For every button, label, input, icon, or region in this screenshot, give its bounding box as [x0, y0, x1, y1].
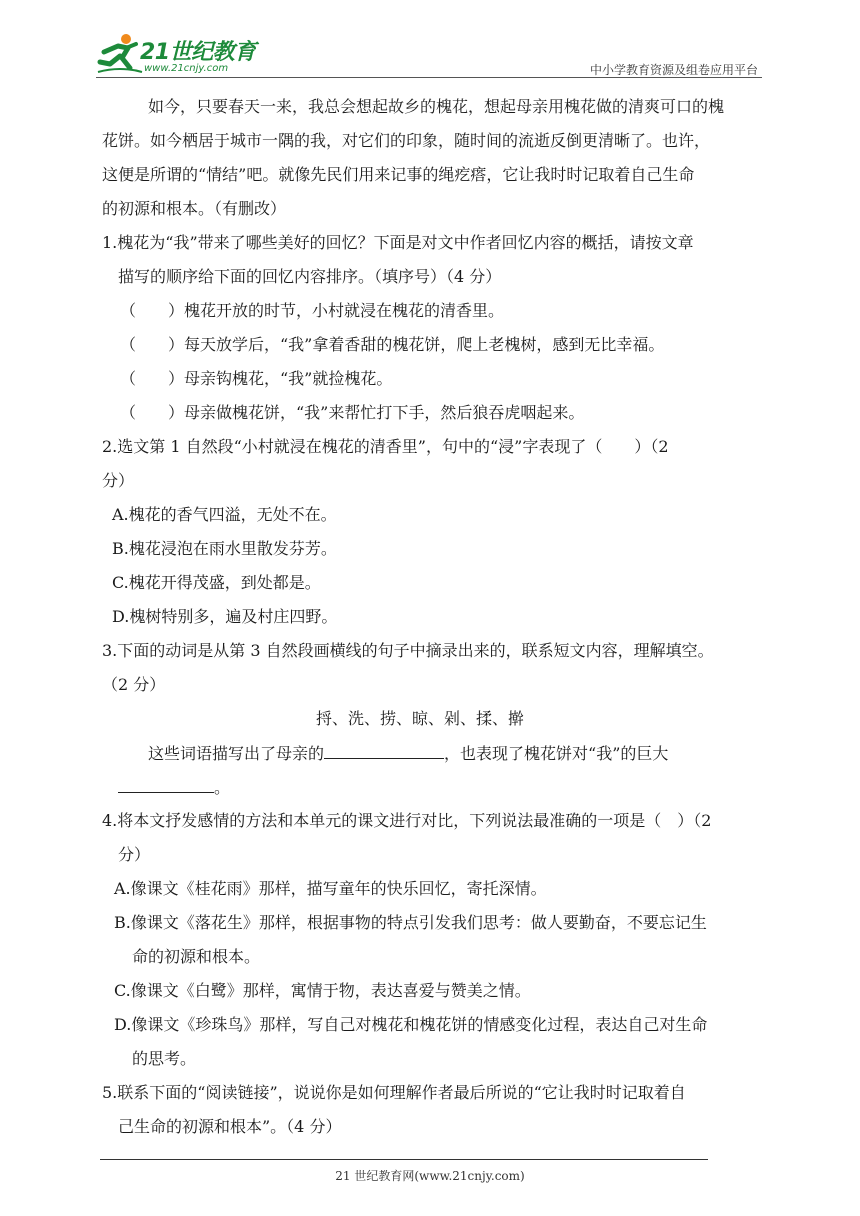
q4-option-d: D.像课文《珍珠鸟》那样，写自己对槐花和槐花饼的情感变化过程，表达自己对生命: [114, 1015, 708, 1034]
question-4-stem-cont: 分）: [118, 845, 151, 864]
question-5-stem: 5.联系下面的“阅读链接”，说说你是如何理解作者最后所说的“它让我时时记取着自: [102, 1083, 686, 1102]
q4-option-b: B.像课文《落花生》那样，根据事物的特点引发我们思考：做人要勤奋，不要忘记生: [114, 913, 707, 932]
q2-option-b: B.槐花浸泡在雨水里散发芬芳。: [112, 539, 337, 558]
q3-fill-end: 。: [214, 778, 231, 797]
q1-item: （ ）每天放学后，“我”拿着香甜的槐花饼，爬上老槐树，感到无比幸福。: [120, 335, 665, 354]
q1-item: （ ）母亲钩槐花，“我”就捡槐花。: [120, 369, 393, 388]
q3-verb-list: 捋、洗、捞、晾、剁、揉、擀: [316, 709, 525, 728]
q3-blank-2[interactable]: [118, 776, 214, 793]
platform-label: 中小学教育资源及组卷应用平台: [589, 63, 758, 77]
q3-fill-text-b: ，也表现了槐花饼对“我”的巨大: [444, 744, 669, 763]
q3-blank-1[interactable]: [324, 742, 444, 759]
q1-item: （ ）槐花开放的时节，小村就浸在槐花的清香里。: [120, 301, 505, 320]
passage-line: 的初源和根本。（有删改）: [102, 199, 287, 218]
passage-line: 花饼。如今栖居于城市一隅的我，对它们的印象，随时间的流逝反倒更清晰了。也许，: [102, 131, 711, 150]
page-header: [96, 30, 762, 80]
q4-option-d-cont: 的思考。: [132, 1049, 197, 1068]
question-3-stem-cont: （2 分）: [102, 675, 166, 694]
q4-option-a: A.像课文《桂花雨》那样，描写童年的快乐回忆，寄托深情。: [114, 879, 547, 898]
logo-title: 21世纪教育: [140, 40, 256, 65]
q4-option-b-cont: 命的初源和根本。: [132, 947, 261, 966]
question-1-stem-cont: 描写的顺序给下面的回忆内容排序。（填序号）（4 分）: [118, 267, 502, 286]
passage-line: 这便是所谓的“情结”吧。就像先民们用来记事的绳疙瘩，它让我时时记取着自己生命: [102, 165, 695, 184]
logo: [96, 30, 266, 76]
q3-fill-line: [148, 742, 668, 764]
header-divider: [96, 77, 762, 78]
q1-item: （ ）母亲做槐花饼，“我”来帮忙打下手，然后狼吞虎咽起来。: [120, 403, 585, 422]
page-footer: 21 世纪教育网(www.21cnjy.com): [335, 1169, 525, 1183]
question-5-stem-cont: 己生命的初源和根本”。（4 分）: [118, 1117, 342, 1136]
q4-option-c: C.像课文《白鹭》那样，寓情于物，表达喜爱与赞美之情。: [114, 981, 531, 1000]
question-4-stem: 4.将本文抒发感情的方法和本单元的课文进行对比，下列说法最准确的一项是（ ）（2: [102, 811, 712, 830]
q3-fill-line-2: [118, 776, 230, 798]
q2-option-c: C.槐花开得茂盛，到处都是。: [112, 573, 321, 592]
passage-line: 如今，只要春天一来，我总会想起故乡的槐花，想起母亲用槐花做的清爽可口的槐: [148, 97, 725, 116]
q3-fill-text-a: 这些词语描写出了母亲的: [148, 744, 325, 763]
question-2-stem-cont: 分）: [102, 471, 135, 490]
footer-divider: [100, 1159, 708, 1160]
question-1-stem: 1.槐花为“我”带来了哪些美好的回忆？下面是对文中作者回忆内容的概括，请按文章: [102, 233, 694, 252]
question-2-stem: 2.选文第 1 自然段“小村就浸在槐花的清香里”，句中的“浸”字表现了（ ）（2: [102, 437, 669, 456]
logo-url: www.21cnjy.com: [144, 63, 229, 74]
q2-option-a: A.槐花的香气四溢，无处不在。: [112, 505, 337, 524]
question-3-stem: 3.下面的动词是从第 3 自然段画横线的句子中摘录出来的，联系短文内容，理解填空。: [102, 641, 714, 660]
q2-option-d: D.槐树特别多，遍及村庄四野。: [112, 607, 338, 626]
runner-logo-icon: [96, 30, 144, 76]
